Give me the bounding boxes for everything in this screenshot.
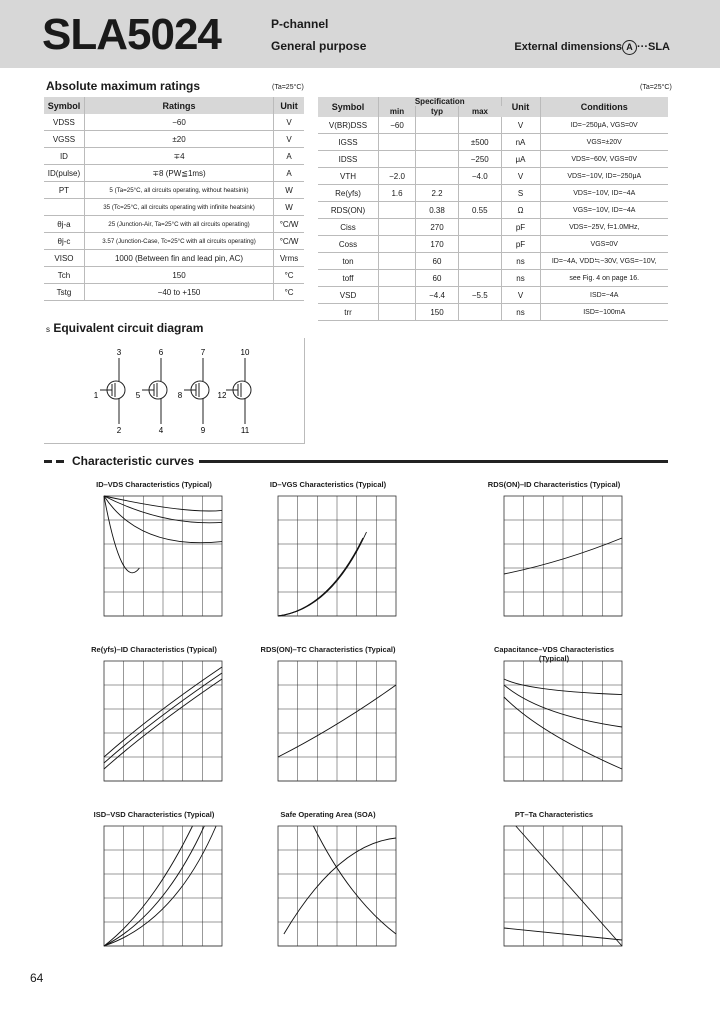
elec-header-min: min (379, 106, 416, 117)
elec-symbol: IGSS (318, 134, 379, 151)
elec-header-conditions: Conditions (540, 97, 668, 117)
header-band (0, 0, 720, 68)
abs-rating: −60 (84, 114, 273, 131)
elec-symbol: IDSS (318, 151, 379, 168)
channel-type: P-channel (271, 17, 329, 31)
chart-curve (278, 544, 361, 616)
elec-min (379, 253, 416, 270)
elec-symbol: VTH (318, 168, 379, 185)
elec-min (379, 134, 416, 151)
elec-typ: 0.38 (416, 202, 459, 219)
chart-title: ID–VGS Characteristics (Typical) (269, 480, 387, 489)
chart-title: Safe Operating Area (SOA) (280, 810, 376, 819)
chart-8 (268, 810, 468, 960)
chart-title: ISD–VSD Characteristics (Typical) (93, 810, 215, 819)
elec-typ: 270 (416, 219, 459, 236)
equiv-circuit-box (44, 338, 305, 444)
elec-unit: μA (501, 151, 540, 168)
abs-rating: ∓8 (PW≦1ms) (84, 165, 273, 182)
elec-cond: VDS=−25V, f=1.0MHz, (540, 219, 668, 236)
abs-rating: 3.57 (Junction-Case, Tc=25°C with all circuits operating) (84, 233, 273, 250)
pin-label: 4 (158, 426, 164, 435)
chart-plot (268, 810, 408, 960)
elec-min: −60 (379, 117, 416, 134)
elec-max: ±500 (459, 134, 502, 151)
pin-label: 2 (116, 426, 122, 435)
elec-max: 0.55 (459, 202, 502, 219)
abs-unit: °C (274, 267, 304, 284)
elec-max (459, 253, 502, 270)
abs-row (44, 199, 304, 216)
elec-max (459, 270, 502, 287)
elec-max: −5.5 (459, 287, 502, 304)
chart-title: Re(yfs)–ID Characteristics (Typical) (91, 645, 217, 654)
abs-rating: −40 to +150 (84, 284, 273, 301)
elec-symbol: Re(yfs) (318, 185, 379, 202)
elec-min (379, 151, 416, 168)
abs-symbol: VDSS (44, 114, 84, 131)
equiv-title: s Equivalent circuit diagram (46, 321, 204, 335)
abs-title: Absolute maximum ratings (46, 79, 201, 93)
abs-header-ratings: Ratings (84, 97, 273, 114)
abs-row (44, 131, 304, 148)
chart-6 (494, 645, 694, 795)
elec-typ: −4.4 (416, 287, 459, 304)
chart-plot (94, 480, 234, 630)
pin-label: 8 (177, 391, 183, 400)
chart-curve (104, 496, 139, 573)
pin-label: 12 (217, 391, 227, 400)
abs-unit: W (274, 182, 304, 199)
abs-unit: A (274, 148, 304, 165)
abs-unit: °C/W (274, 233, 304, 250)
elec-cond: VDS=−60V, VGS=0V (540, 151, 668, 168)
external-dimensions: External dimensions A ···SLA (514, 41, 670, 53)
part-number: SLA5024 (42, 10, 221, 59)
purpose: General purpose (271, 39, 367, 53)
elec-typ: 60 (416, 270, 459, 287)
abs-row (44, 250, 304, 267)
abs-table (44, 97, 304, 301)
elec-unit: S (501, 185, 540, 202)
chart-7 (94, 810, 294, 960)
elec-symbol: ton (318, 253, 379, 270)
abs-unit: Vrms (274, 250, 304, 267)
elec-condition: (Ta=25°C) (640, 84, 672, 91)
elec-row (318, 151, 668, 168)
elec-symbol: RDS(ON) (318, 202, 379, 219)
chart-curve (516, 826, 622, 946)
elec-max: −250 (459, 151, 502, 168)
chart-plot (494, 645, 634, 795)
elec-symbol: trr (318, 304, 379, 321)
elec-symbol: toff (318, 270, 379, 287)
elec-cond: see Fig. 4 on page 16. (540, 270, 668, 287)
abs-row (44, 182, 304, 199)
elec-row (318, 219, 668, 236)
elec-unit: ns (501, 270, 540, 287)
elec-symbol: Ciss (318, 219, 379, 236)
elec-header-typ: typ (416, 106, 459, 117)
elec-min (379, 304, 416, 321)
chart-curve (104, 826, 193, 946)
chart-3 (487, 480, 694, 630)
chart-2 (268, 480, 468, 630)
abs-rating: ±20 (84, 131, 273, 148)
mosfet-symbol (142, 358, 167, 424)
elec-header-unit: Unit (501, 97, 540, 117)
elec-typ: 170 (416, 236, 459, 253)
elec-cond: VDS=−10V, ID=−4A (540, 185, 668, 202)
abs-symbol: ID(pulse) (44, 165, 84, 182)
elec-max (459, 236, 502, 253)
pin-label: 5 (135, 391, 141, 400)
elec-typ (416, 151, 459, 168)
abs-row (44, 114, 304, 131)
elec-cond: ID=−250μA, VGS=0V (540, 117, 668, 134)
abs-header-unit: Unit (274, 97, 304, 114)
abs-symbol: Tstg (44, 284, 84, 301)
abs-rating: 5 (Ta=25°C, all circuits operating, without heatsink) (84, 182, 273, 199)
elec-row (318, 253, 668, 270)
mosfet-symbol (100, 358, 125, 424)
chart-plot (94, 810, 234, 960)
elec-min (379, 270, 416, 287)
chart-plot (494, 480, 634, 630)
elec-cond: ISD=−4A (540, 287, 668, 304)
chart-1 (94, 480, 294, 630)
elec-min: 1.6 (379, 185, 416, 202)
elec-cond: VGS=0V (540, 236, 668, 253)
pin-label: 10 (240, 348, 250, 357)
abs-header-symbol: Symbol (44, 97, 84, 114)
chart-curve (104, 826, 204, 946)
elec-row (318, 270, 668, 287)
abs-symbol: θj-c (44, 233, 84, 250)
elec-row (318, 287, 668, 304)
chart-4 (91, 645, 294, 795)
mosfet-symbol (226, 358, 251, 424)
chart-title: ID–VDS Characteristics (Typical) (96, 480, 212, 489)
pin-label: 11 (240, 426, 250, 435)
chart-plot (268, 480, 408, 630)
elec-header-spec: Specification (379, 97, 502, 106)
abs-row (44, 233, 304, 250)
chart-curve (313, 826, 396, 934)
abs-symbol: PT (44, 182, 84, 199)
pin-label: 3 (116, 348, 122, 357)
mosfet-symbol (184, 358, 209, 424)
elec-row (318, 117, 668, 134)
elec-row (318, 134, 668, 151)
abs-symbol: ID (44, 148, 84, 165)
elec-table (318, 97, 668, 321)
elec-cond: VGS=−10V, ID=−4A (540, 202, 668, 219)
chart-title: RDS(ON)–ID Characteristics (Typical) (487, 480, 621, 489)
elec-unit: V (501, 117, 540, 134)
abs-rating: 25 (Junction-Air, Ta=25°C with all circuits operating) (84, 216, 273, 233)
chart-title: Capacitance–VDS Characteristics (Typical) (493, 645, 615, 663)
chart-plot (494, 810, 634, 960)
elec-max (459, 185, 502, 202)
chart-plot (94, 645, 234, 795)
chart-curve (104, 826, 216, 946)
chart-curve (278, 532, 367, 616)
elec-typ: 150 (416, 304, 459, 321)
page-number: 64 (30, 971, 44, 985)
elec-unit: V (501, 168, 540, 185)
elec-max (459, 219, 502, 236)
elec-min (379, 219, 416, 236)
elec-row (318, 236, 668, 253)
abs-unit: °C (274, 284, 304, 301)
elec-row (318, 168, 668, 185)
elec-symbol: V(BR)DSS (318, 117, 379, 134)
abs-condition: (Ta=25°C) (272, 84, 304, 91)
pin-label: 6 (158, 348, 164, 357)
abs-symbol: VGSS (44, 131, 84, 148)
abs-unit: A (274, 165, 304, 182)
elec-symbol: VSD (318, 287, 379, 304)
elec-typ (416, 168, 459, 185)
elec-min: −2.0 (379, 168, 416, 185)
elec-max (459, 304, 502, 321)
elec-row (318, 304, 668, 321)
chart-curve (278, 538, 363, 616)
elec-min (379, 202, 416, 219)
elec-header-max: max (459, 106, 502, 117)
elec-typ (416, 117, 459, 134)
elec-typ (416, 134, 459, 151)
abs-rating: 35 (Tc=25°C, all circuits operating with infinite heatsink) (84, 199, 273, 216)
elec-header-symbol: Symbol (318, 97, 379, 117)
elec-unit: Ω (501, 202, 540, 219)
abs-row (44, 165, 304, 182)
abs-rating: 1000 (Between fin and lead pin, AC) (84, 250, 273, 267)
elec-unit: nA (501, 134, 540, 151)
elec-min (379, 287, 416, 304)
chart-plot (268, 645, 408, 795)
abs-rating: ∓4 (84, 148, 273, 165)
abs-unit: V (274, 131, 304, 148)
equiv-circuit-drawing (44, 338, 304, 443)
pin-label: 7 (200, 348, 206, 357)
elec-max (459, 117, 502, 134)
abs-symbol: Tch (44, 267, 84, 284)
elec-typ: 2.2 (416, 185, 459, 202)
elec-unit: ns (501, 304, 540, 321)
elec-unit: pF (501, 236, 540, 253)
pin-label: 1 (93, 391, 99, 400)
chart-9 (494, 810, 694, 960)
curves-title: Characteristic curves (72, 454, 195, 468)
elec-cond: VDS=−10V, ID=−250μA (540, 168, 668, 185)
abs-rating: 150 (84, 267, 273, 284)
elec-max: −4.0 (459, 168, 502, 185)
elec-symbol: Coss (318, 236, 379, 253)
abs-symbol: VISO (44, 250, 84, 267)
chart-title: RDS(ON)–TC Characteristics (Typical) (260, 645, 396, 654)
abs-row (44, 216, 304, 233)
abs-unit: °C/W (274, 216, 304, 233)
chart-5 (260, 645, 468, 795)
abs-unit: W (274, 199, 304, 216)
chart-title: PT–Ta Characteristics (514, 810, 594, 819)
pin-label: 9 (200, 426, 206, 435)
elec-min (379, 236, 416, 253)
elec-unit: ns (501, 253, 540, 270)
abs-symbol (44, 199, 84, 216)
abs-row (44, 284, 304, 301)
elec-typ: 60 (416, 253, 459, 270)
dimension-letter: A (622, 40, 637, 55)
abs-symbol: θj-a (44, 216, 84, 233)
abs-row (44, 148, 304, 165)
elec-unit: V (501, 287, 540, 304)
elec-unit: pF (501, 219, 540, 236)
elec-cond: VGS=±20V (540, 134, 668, 151)
abs-row (44, 267, 304, 284)
elec-cond: ID=−4A, VDD≒−30V, VGS=−10V, (540, 253, 668, 270)
abs-unit: V (274, 114, 304, 131)
elec-row (318, 185, 668, 202)
elec-row (318, 202, 668, 219)
elec-cond: ISD=−100mA (540, 304, 668, 321)
